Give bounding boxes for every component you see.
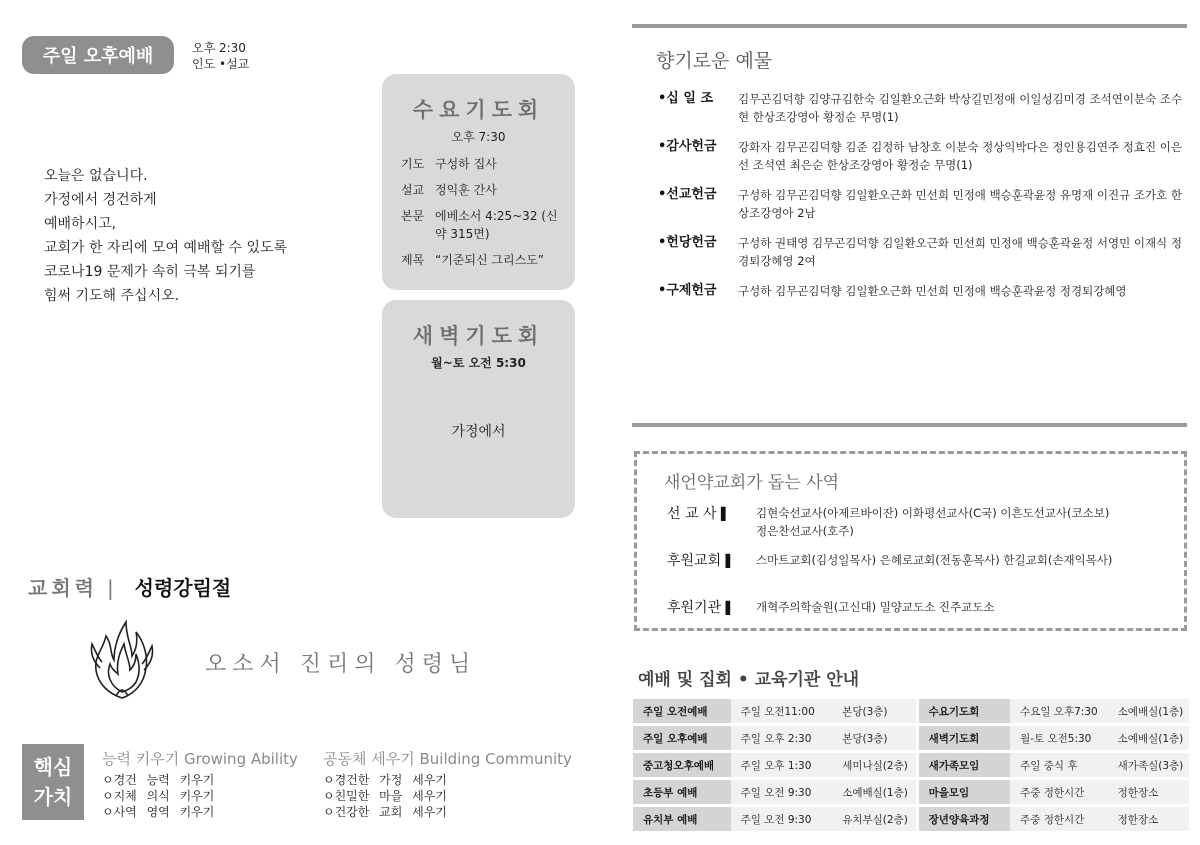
offering-row [658,282,1188,300]
schedule-time: 주중 정한시간 [1010,780,1108,804]
mission-row [667,597,1116,617]
mission-mark: ▌ [725,554,735,568]
offering-names: 구성하 권태영 김무곤김덕향 김일환오근화 민선희 민정애 백승훈곽윤정 서영민 이재식 정경퇴강혜영 2여 [738,236,1182,268]
table-row [633,807,1189,831]
offering-label: •감사헌금 [658,139,717,154]
sunday-afternoon-info [192,40,249,72]
schedule-place: 소예배실(1층) [832,780,915,804]
schedule-place: 세미나실(2층) [832,753,915,777]
detail-key: 제목 [401,253,425,267]
detail-row [401,155,575,173]
core-value-heading: 능력 키우기 Growing Ability [102,750,298,768]
sunday-afternoon-time: 오후 2:30 [192,41,246,55]
section-divider [632,24,1187,28]
schedule-place: 소예배실(1층) [1108,699,1189,723]
schedule-place: 유치부실(2층) [832,807,915,831]
season-title: 성령강림절 [134,576,232,600]
schedule-event: 주일 오후예배 [633,726,731,750]
wednesday-prayer-card [382,74,575,290]
core-value-column [102,748,298,820]
core-value-column [323,748,572,820]
mission-label: 선 교 사 ▌ [667,506,731,522]
core-values-line: 핵심 [33,755,73,779]
dawn-time: 월~토 오전 5:30 [431,356,526,370]
detail-row [401,251,575,269]
mission-mark: ▌ [720,507,731,521]
church-calendar-label: 교회력 [28,576,98,600]
dawn-title: 새벽기도회 [412,324,545,348]
church-calendar-heading [28,572,231,601]
core-value-item: ㅇ경건한 가정 세우기 [323,773,447,787]
notice-line: 코로나19 문제가 속히 극복 되기를 [44,264,256,280]
table-row [633,699,1189,723]
offering-row [658,186,1188,222]
offering-row [658,138,1188,174]
schedule-time: 주일 오전 9:30 [731,807,833,831]
notice-line: 예배하시고, [44,216,117,232]
schedule-place: 새가족실(3층) [1108,753,1189,777]
schedule-time: 수요일 오후7:30 [1010,699,1108,723]
schedule-event: 수요기도회 [919,699,1010,723]
mission-title: 새언약교회가 돕는 사역 [664,473,840,493]
notice-line: 가정에서 경건하게 [44,192,157,208]
schedule-event: 주일 오전예배 [633,699,731,723]
detail-key: 기도 [401,157,425,171]
schedule-event: 장년양육과정 [919,807,1010,831]
detail-key: 설교 [401,183,425,197]
table-row [633,726,1189,750]
detail-row [401,207,575,243]
schedule-place: 소예배실(1층) [1108,726,1189,750]
core-value-item: ㅇ친밀한 마을 세우기 [323,789,447,803]
notice-line: 오늘은 없습니다. [44,168,148,184]
notice-line: 힘써 기도해 주십시오. [44,288,180,304]
core-value-item: ㅇ사역 영역 키우기 [102,805,215,819]
schedule-event: 새가족모임 [919,753,1010,777]
core-value-item: ㅇ경건 능력 키우기 [102,773,215,787]
sunday-afternoon-leader: 인도 •설교 [192,57,250,71]
schedule-place: 본당(3층) [832,699,915,723]
schedule-time: 주일 오후 2:30 [731,726,833,750]
section-divider [632,423,1187,427]
core-values-badge [22,744,84,820]
table-row [633,753,1189,777]
schedule-table [633,696,1189,834]
dawn-location: 가정에서 [451,424,506,440]
offering-names: 강화자 김무곤김덕향 김준 김정하 남창호 이분숙 정상익박다은 정인용김연주 정효진 이은선 조석연 최은순 한상조강영아 황정순 무명(1) [738,140,1182,172]
schedule-event: 중고청오후예배 [633,753,731,777]
offering-label: •선교헌금 [658,187,717,202]
mission-value: 김현숙선교사(아제르바이잔) 이화평선교사(C국) 이흔도선교사(코소보) 정은찬선교사(호주) [756,506,1110,538]
core-values-line: 가치 [33,785,73,809]
notice-line: 교회가 한 자리에 모여 예배할 수 있도록 [44,240,288,256]
offering-names: 김무곤김덕향 김양규김한숙 김일환오근화 박상길민정애 이일성김미경 조석연이분숙 조수현 한상조강영아 황정순 무명(1) [738,92,1183,124]
detail-value: 정익훈 간사 [435,183,497,197]
offerings-title: 향기로운 예물 [656,50,773,72]
sunday-afternoon-badge: 주일 오후예배 [22,36,174,74]
detail-row [401,181,575,199]
schedule-time: 주일 오전11:00 [731,699,833,723]
offerings-list [658,90,1188,312]
schedule-event: 새벽기도회 [919,726,1010,750]
schedule-event: 마을모임 [919,780,1010,804]
offering-row [658,234,1188,270]
offering-names: 구성하 김무곤김덕향 김일환오근화 민선희 민정애 백승훈곽윤정 유명재 이진규 조가호 한상조강영아 2남 [738,188,1182,220]
spirit-invocation: 오소서 진리의 성령님 [205,652,477,677]
mission-label: 후원기관 ▌ [667,600,735,616]
schedule-place: 정한장소 [1108,807,1189,831]
schedule-place: 정한장소 [1108,780,1189,804]
offering-label: •구제헌금 [658,283,717,298]
offering-label: •헌당헌금 [658,235,717,250]
schedule-event: 유치부 예배 [633,807,731,831]
mission-mark: ▌ [725,601,735,615]
schedule-time: 월-토 오전5:30 [1010,726,1108,750]
schedule-time: 주일 오전 9:30 [731,780,833,804]
dawn-prayer-card [382,300,575,518]
cancellation-notice [44,164,287,308]
offering-row [658,90,1188,126]
core-value-item: ㅇ지체 의식 키우기 [102,789,215,803]
schedule-place: 본당(3층) [832,726,915,750]
detail-value: 에베소서 4:25~32 (신약 315면) [435,209,558,241]
offering-names: 구성하 김무곤김덕향 김일환오근화 민선희 민정애 백승훈곽윤정 정경퇴강혜영 [738,284,1127,298]
divider-bar: | [106,576,118,600]
schedule-time: 주일 중식 후 [1010,753,1108,777]
schedule-event: 초등부 예배 [633,780,731,804]
schedule-title: 예배 및 집회 • 교육기관 안내 [638,670,860,690]
wednesday-details [401,155,575,269]
schedule-time: 주중 정한시간 [1010,807,1108,831]
schedule-time: 주일 오후 1:30 [731,753,833,777]
mission-value: 스마트교회(김성일목사) 은혜로교회(전동훈목사) 한길교회(손재익목사) [756,553,1113,567]
holy-spirit-flame-icon [86,612,158,700]
detail-key: 본문 [401,209,425,223]
wednesday-title: 수요기도회 [412,98,545,122]
mission-row [667,503,1116,540]
core-value-heading: 공동체 세우기 Building Community [323,750,572,768]
detail-value: 구성하 집사 [435,157,497,171]
mission-row [667,550,1116,570]
mission-value: 개혁주의학술원(고신대) 밀양교도소 진주교도소 [756,600,995,614]
offering-label: •십 일 조 [658,91,714,106]
mission-label: 후원교회 ▌ [667,553,735,569]
core-value-item: ㅇ건강한 교회 세우기 [323,805,447,819]
detail-value: “기준되신 그리스도” [435,253,544,267]
table-row [633,780,1189,804]
wednesday-time: 오후 7:30 [451,130,506,144]
